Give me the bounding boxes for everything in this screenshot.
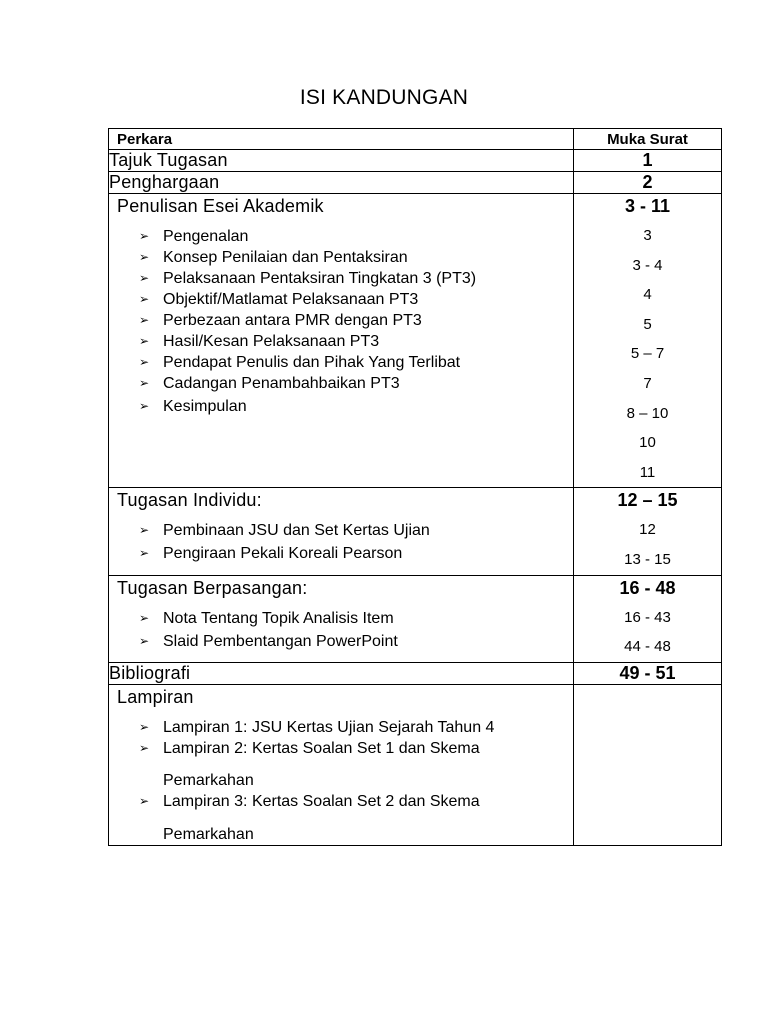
row-pages: 1 (574, 150, 722, 172)
section-title: Tugasan Individu: (117, 490, 262, 511)
section-title: Tugasan Berpasangan: (117, 577, 308, 598)
section-pages-cell (574, 684, 722, 845)
arrowhead-bullet-icon: ➢ (139, 399, 150, 413)
list-item: ➢ Pengiraan Pekali Koreali Pearson (139, 545, 403, 563)
row-title: Bibliografi (109, 662, 574, 684)
header-perkara: Perkara (109, 129, 574, 150)
list-item: ➢ Lampiran 3: Kertas Soalan Set 2 dan Skema Pemarkahan (109, 791, 573, 845)
subitem-pages (574, 221, 721, 487)
section-pages-cell (574, 575, 722, 662)
list-item: ➢ Pengenalan (139, 228, 249, 245)
row-penulisan-esei (109, 194, 722, 488)
page-value: 11 (639, 463, 656, 481)
header-muka-surat: Muka Surat (574, 129, 722, 150)
subitem-list (109, 717, 573, 845)
section-cell (109, 194, 574, 488)
arrowhead-bullet-icon: ➢ (139, 793, 150, 808)
list-item: ➢ Cadangan Penambahbaikan PT3 (139, 375, 400, 392)
row-pages: 49 - 51 (574, 662, 722, 684)
list-item: ➢ Lampiran 1: JSU Kertas Ujian Sejarah Tahun 4 (139, 718, 495, 736)
arrowhead-bullet-icon: ➢ (139, 292, 150, 306)
row-lampiran (109, 684, 722, 845)
list-item: ➢ Konsep Penilaian dan Pentaksiran (139, 249, 408, 266)
list-item: ➢ Kesimpulan (139, 398, 247, 415)
section-pages: 3 - 11 (624, 196, 671, 216)
row-bibliografi (109, 662, 722, 684)
list-item: ➢ Pendapat Penulis dan Pihak Yang Terlibat (139, 354, 461, 371)
subitem-list (109, 608, 573, 652)
page-value: 44 - 48 (624, 638, 671, 656)
section-pages-cell (574, 488, 722, 575)
list-item: ➢ Lampiran 2: Kertas Soalan Set 1 dan Skema Pemarkahan (109, 738, 573, 791)
subitem-list (109, 520, 573, 564)
arrowhead-bullet-icon: ➢ (139, 740, 150, 755)
list-item: ➢ Pelaksanaan Pentaksiran Tingkatan 3 (PT3) (139, 270, 477, 287)
page-value: 3 (643, 227, 652, 244)
section-title: Lampiran (117, 686, 194, 707)
section-cell (109, 575, 574, 662)
arrowhead-bullet-icon: ➢ (139, 250, 150, 264)
arrowhead-bullet-icon: ➢ (139, 355, 150, 369)
arrowhead-bullet-icon: ➢ (139, 229, 150, 243)
list-item-continuation: Pemarkahan (163, 771, 254, 789)
page-value: 3 - 4 (632, 256, 663, 274)
page-title: ISI KANDUNGAN (299, 86, 469, 109)
page-value: 16 - 43 (624, 608, 671, 626)
arrowhead-bullet-icon: ➢ (139, 271, 150, 285)
row-title: Tajuk Tugasan (109, 150, 574, 172)
subitem-list (109, 226, 573, 417)
arrowhead-bullet-icon: ➢ (139, 376, 150, 390)
row-title: Penghargaan (109, 172, 574, 194)
row-tugasan-individu (109, 488, 722, 575)
page-value: 7 (643, 374, 652, 392)
section-cell (109, 684, 574, 845)
table-header-row (109, 129, 722, 150)
page-value: 5 – 7 (630, 345, 665, 363)
arrowhead-bullet-icon: ➢ (139, 313, 150, 327)
list-item: ➢ Slaid Pembentangan PowerPoint (139, 632, 398, 650)
list-item: ➢ Perbezaan antara PMR dengan PT3 (139, 312, 422, 329)
section-pages-cell (574, 194, 722, 488)
page-value: 5 (643, 315, 652, 333)
row-penghargaan (109, 172, 722, 194)
section-title: Penulisan Esei Akademik (117, 196, 324, 216)
row-tugasan-berpasangan (109, 575, 722, 662)
page-value: 13 - 15 (624, 550, 671, 568)
table-of-contents (108, 128, 722, 846)
list-item-continuation: Pemarkahan (163, 825, 254, 843)
row-pages: 2 (574, 172, 722, 194)
page-value: 12 (639, 521, 656, 539)
row-tajuk-tugasan (109, 150, 722, 172)
arrowhead-bullet-icon: ➢ (139, 334, 150, 348)
page-value: 4 (643, 286, 652, 304)
section-cell (109, 488, 574, 575)
arrowhead-bullet-icon: ➢ (139, 633, 150, 648)
subitem-pages (574, 603, 721, 662)
page-value: 10 (639, 434, 656, 452)
arrowhead-bullet-icon: ➢ (139, 610, 150, 625)
section-pages: 12 – 15 (617, 490, 678, 511)
list-item: ➢ Objektif/Matlamat Pelaksanaan PT3 (139, 291, 419, 308)
arrowhead-bullet-icon: ➢ (139, 523, 150, 538)
list-item: ➢ Pembinaan JSU dan Set Kertas Ujian (139, 522, 430, 540)
arrowhead-bullet-icon: ➢ (139, 719, 150, 734)
subitem-pages (574, 515, 721, 574)
page-value: 8 – 10 (626, 404, 669, 422)
list-item: ➢ Hasil/Kesan Pelaksanaan PT3 (139, 333, 380, 350)
arrowhead-bullet-icon: ➢ (139, 546, 150, 561)
section-pages: 16 - 48 (619, 577, 676, 598)
list-item: ➢ Nota Tentang Topik Analisis Item (139, 609, 394, 627)
